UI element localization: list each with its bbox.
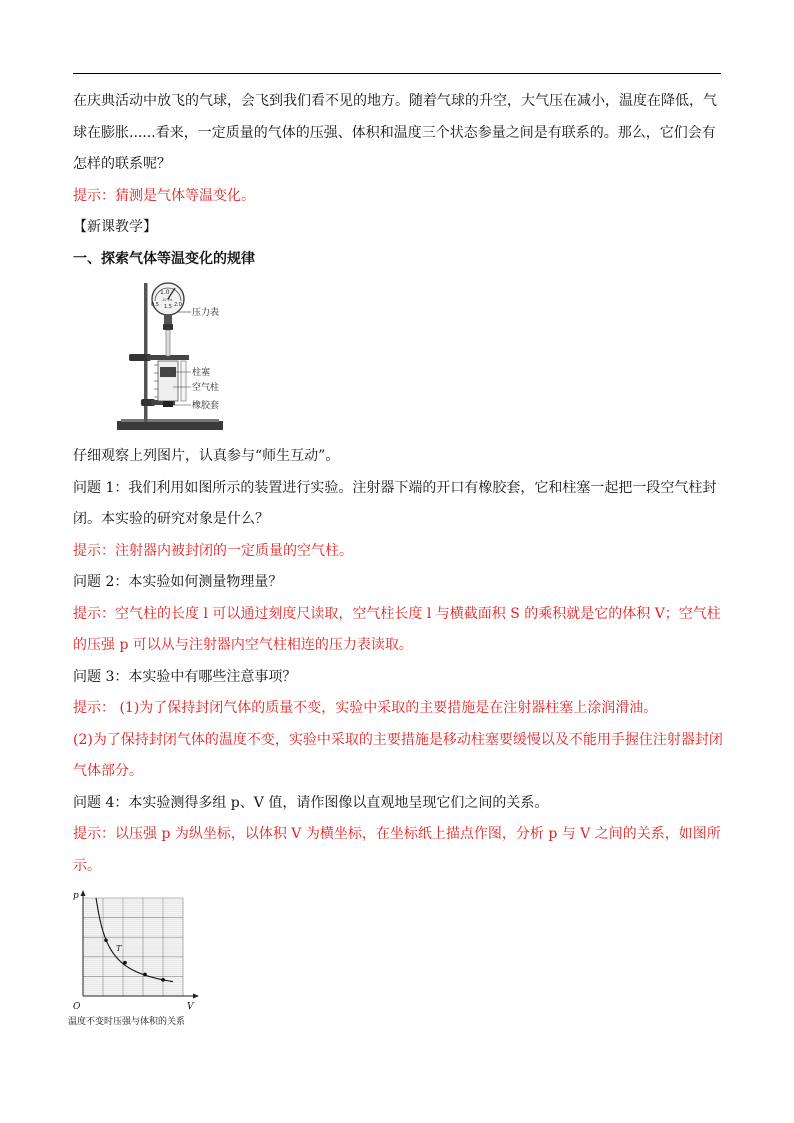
observe-text: 仔细观察上列图片，认真参与“师生互动”。 bbox=[73, 448, 340, 464]
section-heading: 一、探索气体等温变化的规律 bbox=[73, 250, 255, 267]
y-axis-arrow bbox=[81, 890, 86, 896]
page-content bbox=[68, 86, 723, 1028]
data-point bbox=[123, 961, 127, 965]
x-axis-label: V bbox=[187, 1002, 194, 1012]
label-rubber-cap: 橡胶套 bbox=[192, 401, 220, 411]
question-1: 问题 1：我们利用如图所示的装置进行实验。注射器下端的开口有橡胶套，它和柱塞一起把一段空气柱封闭。本实验的研究对象是什么？ bbox=[73, 479, 717, 527]
y-axis-label: p bbox=[73, 891, 79, 901]
gauge-unit: 10⁵Pa bbox=[162, 298, 173, 302]
answer-3-part-1: 提示： (1)为了保持封闭气体的质量不变，实验中采取的主要措施是在注射器柱塞上涂润滑油。 bbox=[73, 700, 658, 716]
section-tag: 【新课教学】 bbox=[73, 219, 157, 235]
header-rule bbox=[73, 73, 721, 74]
label-gauge: 压力表 bbox=[192, 308, 220, 318]
question-3: 问题 3：本实验中有哪些注意事项？ bbox=[73, 668, 297, 685]
answer-4: 提示：以压强 p 为纵坐标，以体积 V 为横坐标，在坐标纸上描点作图，分析 p 与 V 之间的关系，如图所示。 bbox=[73, 826, 721, 874]
curve-label: T bbox=[116, 943, 122, 953]
gauge-tick-3: 1.5 bbox=[164, 304, 172, 310]
ruler bbox=[181, 361, 186, 401]
label-plunger: 柱塞 bbox=[192, 368, 211, 378]
question-4: 问题 4：本实验测得多组 p、V 值，请作图像以直观地呈现它们之间的关系。 bbox=[73, 794, 549, 811]
hint-guess: 提示：猜测是气体等温变化。 bbox=[73, 187, 255, 204]
answer-2: 提示：空气柱的长度 l 可以通过刻度尺读取，空气柱长度 l 与横截面积 S 的乘积就是它的体积 V；空气柱的压强 p 可以从与注射器内空气柱相连的压力表读取。 bbox=[73, 605, 721, 653]
stand-base bbox=[117, 421, 223, 430]
data-point bbox=[161, 978, 165, 982]
label-air-column: 空气柱 bbox=[192, 383, 220, 393]
gauge-tick-4: 2.0 bbox=[174, 302, 182, 308]
gauge-tick-1: 1.0 bbox=[160, 289, 170, 296]
x-axis-arrow bbox=[193, 994, 199, 999]
answer-1: 提示：注射器内被封闭的一定质量的空气柱。 bbox=[73, 542, 353, 559]
rubber-cap bbox=[163, 401, 173, 407]
question-2: 问题 2：本实验如何测量物理量？ bbox=[73, 574, 283, 590]
data-point bbox=[104, 938, 108, 942]
origin-label: O bbox=[73, 1002, 81, 1012]
pv-chart bbox=[63, 888, 213, 1012]
chart-caption: 温度不变时压强与体积的关系 bbox=[68, 1017, 186, 1027]
intro-paragraph: 在庆典活动中放飞的气球，会飞到我们看不见的地方。随着气球的升空，大气压在减小，温度在降低，气球在膨胀......看来，一定质量的气体的压强、体积和温度三个状态参量之间是有联系的。那么，它们会有怎样的联系呢？ bbox=[73, 93, 717, 172]
answer-3-part-2: (2)为了保持封闭气体的温度不变，实验中采取的主要措施是移动柱塞要缓慢以及不能用手握住注射器封闭气体部分。 bbox=[73, 731, 723, 779]
data-point bbox=[143, 973, 147, 977]
gauge-tick-2: 0.5 bbox=[151, 302, 159, 308]
apparatus-figure bbox=[115, 279, 265, 437]
